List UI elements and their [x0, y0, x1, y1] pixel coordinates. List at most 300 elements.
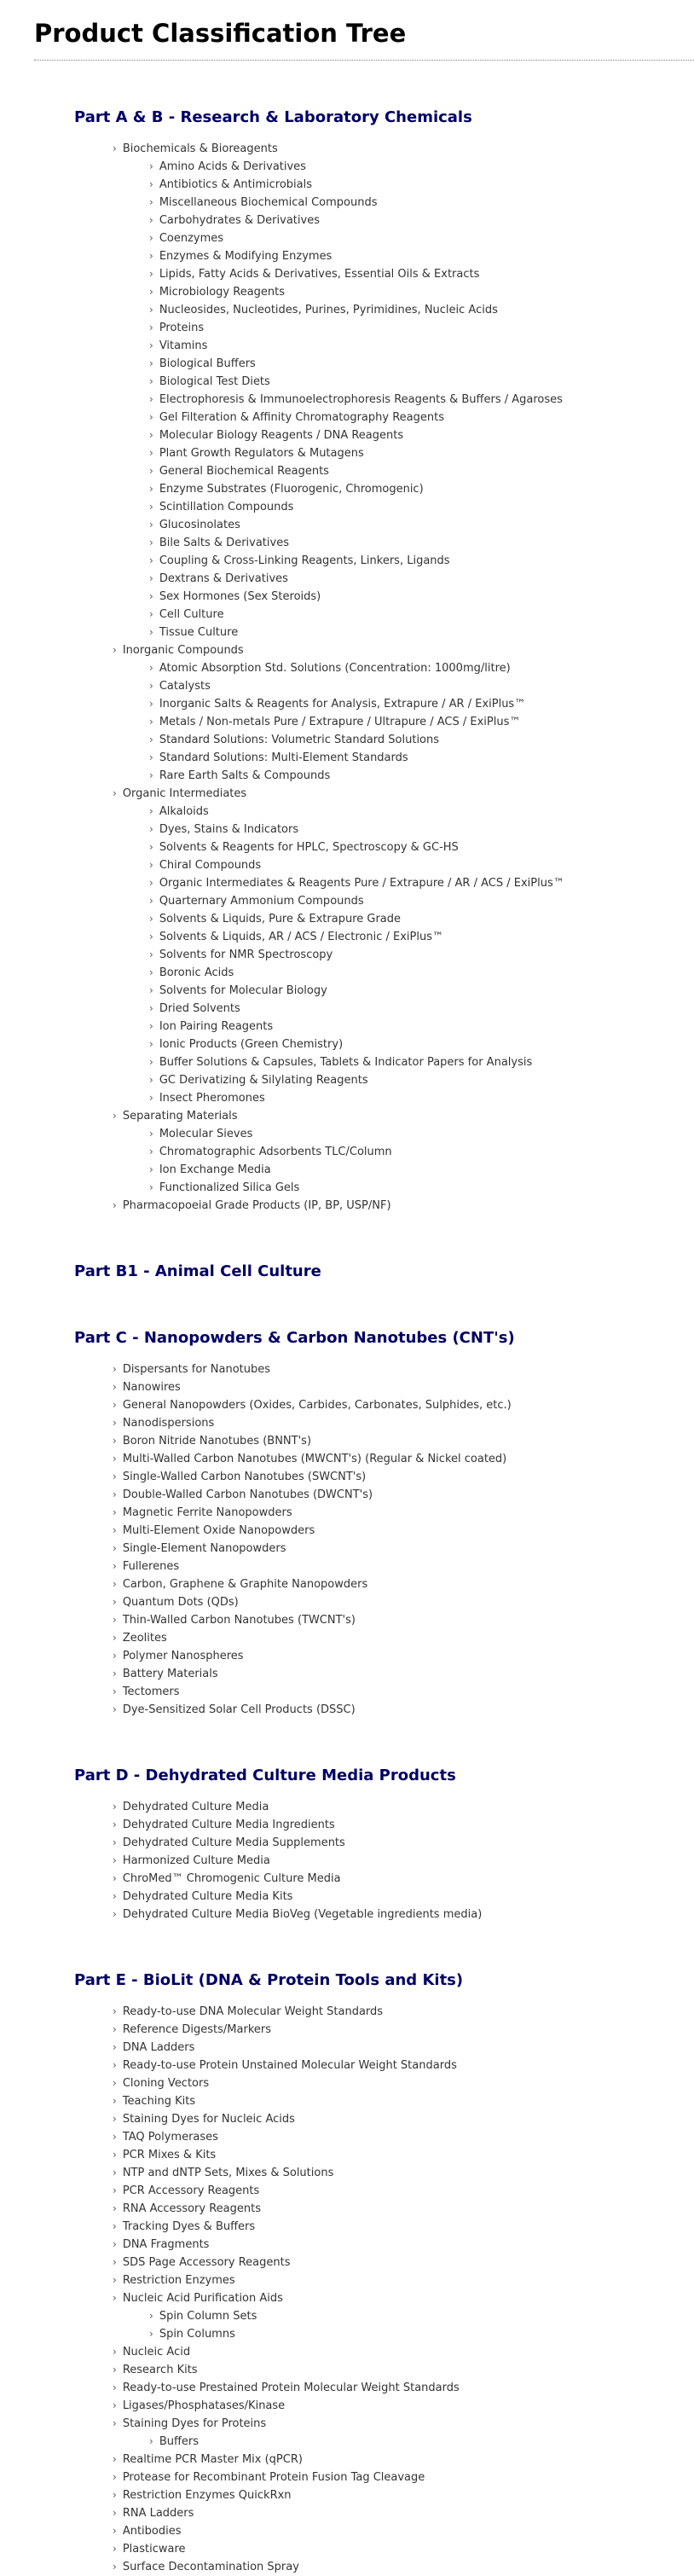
- classification-tree: [0, 108, 694, 2576]
- tree-item-label: PCR Mixes & Kits: [122, 2149, 217, 2161]
- chevron-right-icon: ›: [113, 2113, 117, 2125]
- tree-item: [113, 2146, 694, 2164]
- tree-item-label: Protease for Recombinant Protein Fusion Tag Cleavage: [122, 2471, 425, 2484]
- tree-item: [149, 1053, 694, 1071]
- chevron-right-icon: ›: [113, 2382, 117, 2393]
- tree-item-label: Plant Growth Regulators & Mutagens: [159, 447, 364, 460]
- tree-item-label: Ion Pairing Reagents: [159, 1020, 274, 1033]
- tree-item-label: Solvents & Reagents for HPLC, Spectroscopy & GC-HS: [159, 841, 459, 854]
- tree-item: [113, 1558, 694, 1575]
- chevron-right-icon: ›: [113, 1703, 117, 1715]
- tree-item-label: Spin Column Sets: [159, 2310, 257, 2323]
- chevron-right-icon: ›: [113, 1110, 117, 1122]
- tree-item-label: Buffer Solutions & Capsules, Tablets & Indicator Papers for Analysis: [159, 1056, 533, 1069]
- tree-item: [149, 158, 694, 176]
- section-heading: Part B1 - Animal Cell Culture: [74, 1262, 321, 1280]
- chevron-right-icon: ›: [149, 949, 153, 960]
- tree-item: [113, 1647, 694, 1665]
- tree-item: [149, 677, 694, 695]
- tree-item: [113, 140, 694, 158]
- tree-item: [149, 534, 694, 552]
- chevron-right-icon: ›: [149, 214, 153, 226]
- chevron-right-icon: ›: [113, 2417, 117, 2429]
- tree-item: [113, 2343, 694, 2361]
- chevron-right-icon: ›: [113, 1908, 117, 1920]
- tree-item-label: Quarternary Ammonium Compounds: [159, 895, 364, 908]
- tree-item: [149, 1071, 694, 1089]
- tree-item: [113, 1361, 694, 1378]
- chevron-right-icon: ›: [113, 1524, 117, 1536]
- tree-item-label: Plasticware: [122, 2543, 186, 2556]
- tree-item: [149, 176, 694, 194]
- tree-item-label: Ready-to-use Prestained Protein Molecular Weight Standards: [122, 2382, 460, 2394]
- tree-item-label: Multi-Element Oxide Nanopowders: [122, 1524, 315, 1537]
- tree-item: [149, 856, 694, 874]
- section-heading: Part A & B - Research & Laboratory Chemicals: [74, 108, 472, 126]
- chevron-right-icon: ›: [113, 1596, 117, 1608]
- chevron-right-icon: ›: [149, 1146, 153, 1157]
- tree-item-label: Carbohydrates & Derivatives: [159, 214, 320, 227]
- tree-item: [149, 749, 694, 767]
- chevron-right-icon: ›: [149, 501, 153, 513]
- tree-item-label: Tracking Dyes & Buffers: [122, 2220, 256, 2233]
- chevron-right-icon: ›: [149, 2435, 153, 2447]
- tree-item: [149, 355, 694, 373]
- chevron-right-icon: ›: [149, 196, 153, 208]
- section: [0, 1767, 694, 1923]
- tree-item-label: RNA Accessory Reagents: [122, 2202, 261, 2215]
- tree-item-label: Antibodies: [122, 2525, 182, 2538]
- tree-item: [113, 2504, 694, 2522]
- chevron-right-icon: ›: [149, 1163, 153, 1175]
- chevron-right-icon: ›: [149, 447, 153, 459]
- tree-item-label: Dried Solvents: [159, 1002, 240, 1015]
- tree-item: [113, 1432, 694, 1450]
- tree-item: [149, 212, 694, 229]
- chevron-right-icon: ›: [113, 1890, 117, 1902]
- chevron-right-icon: ›: [113, 1542, 117, 1554]
- chevron-right-icon: ›: [113, 2238, 117, 2250]
- tree-item-label: Tissue Culture: [159, 626, 239, 639]
- chevron-right-icon: ›: [113, 1668, 117, 1680]
- tree-item: [149, 2433, 694, 2451]
- tree-item: [149, 2307, 694, 2325]
- tree-item-label: Biochemicals & Bioreagents: [122, 142, 278, 155]
- section-item-list: [0, 140, 694, 1215]
- tree-item: [113, 1107, 694, 1125]
- tree-item: [113, 1575, 694, 1593]
- chevron-right-icon: ›: [149, 178, 153, 190]
- tree-item: [113, 1701, 694, 1719]
- chevron-right-icon: ›: [149, 608, 153, 620]
- chevron-right-icon: ›: [113, 2561, 117, 2573]
- tree-item-label: Solvents & Liquids, AR / ACS / Electronic / ExiPlus™: [159, 931, 443, 943]
- tree-item-label: Nanowires: [122, 1381, 181, 1394]
- chevron-right-icon: ›: [149, 734, 153, 746]
- tree-item: [113, 2074, 694, 2092]
- tree-item: [113, 1683, 694, 1701]
- tree-item: [113, 1486, 694, 1504]
- tree-item: [149, 928, 694, 946]
- tree-item: [149, 624, 694, 641]
- tree-item-label: Rare Earth Salts & Compounds: [159, 769, 331, 782]
- page-title: Product Classification Tree: [34, 19, 407, 48]
- chevron-right-icon: ›: [113, 1417, 117, 1429]
- tree-item: [149, 2325, 694, 2343]
- chevron-right-icon: ›: [149, 304, 153, 316]
- tree-item-label: Dehydrated Culture Media: [122, 1801, 269, 1813]
- section: [0, 1262, 694, 1281]
- tree-item-label: Functionalized Silica Gels: [159, 1181, 300, 1194]
- chevron-right-icon: ›: [113, 787, 117, 799]
- tree-item-label: Solvents & Liquids, Pure & Extrapure Grade: [159, 913, 402, 925]
- tree-item: [149, 319, 694, 337]
- tree-item: [149, 194, 694, 212]
- tree-item-label: Ion Exchange Media: [159, 1163, 271, 1176]
- tree-item-label: Amino Acids & Derivatives: [159, 160, 306, 173]
- tree-item: [149, 659, 694, 677]
- tree-item-label: Antibiotics & Antimicrobials: [159, 178, 312, 191]
- chevron-right-icon: ›: [113, 2399, 117, 2411]
- section: [0, 1971, 694, 2576]
- chevron-right-icon: ›: [113, 1453, 117, 1465]
- tree-item: [113, 1540, 694, 1558]
- chevron-right-icon: ›: [113, 1819, 117, 1830]
- tree-item: [149, 964, 694, 982]
- chevron-right-icon: ›: [113, 2543, 117, 2555]
- tree-item: [113, 1834, 694, 1852]
- tree-item-label: Cloning Vectors: [122, 2077, 210, 2090]
- chevron-right-icon: ›: [113, 1854, 117, 1866]
- tree-item: [113, 2057, 694, 2074]
- tree-item-label: ChroMed™ Chromogenic Culture Media: [122, 1872, 341, 1885]
- chevron-right-icon: ›: [113, 2095, 117, 2107]
- tree-item: [113, 2486, 694, 2504]
- chevron-right-icon: ›: [113, 2525, 117, 2537]
- chevron-right-icon: ›: [113, 2005, 117, 2017]
- chevron-right-icon: ›: [149, 698, 153, 710]
- chevron-right-icon: ›: [113, 1578, 117, 1590]
- tree-item: [113, 2092, 694, 2110]
- tree-item-label: Magnetic Ferrite Nanopowders: [122, 1506, 292, 1519]
- tree-item-label: Carbon, Graphene & Graphite Nanopowders: [122, 1578, 368, 1591]
- tree-item-label: Metals / Non-metals Pure / Extrapure / Ultrapure / ACS / ExiPlus™: [159, 716, 521, 728]
- tree-item: [113, 1852, 694, 1870]
- tree-item-label: GC Derivatizing & Silylating Reagents: [159, 1074, 368, 1087]
- tree-item-label: Dehydrated Culture Media BioVeg (Vegetable ingredients media): [122, 1908, 483, 1921]
- tree-item-label: Thin-Walled Carbon Nanotubes (TWCNT's): [122, 1614, 356, 1627]
- tree-item-label: Single-Walled Carbon Nanotubes (SWCNT's): [122, 1471, 367, 1483]
- chevron-right-icon: ›: [113, 1471, 117, 1482]
- chevron-right-icon: ›: [113, 1560, 117, 1572]
- chevron-right-icon: ›: [113, 1872, 117, 1884]
- chevron-right-icon: ›: [113, 2184, 117, 2196]
- tree-item-label: Reference Digests/Markers: [122, 2023, 272, 2036]
- tree-item: [113, 2182, 694, 2200]
- section-heading: Part D - Dehydrated Culture Media Products: [74, 1767, 456, 1784]
- chevron-right-icon: ›: [149, 572, 153, 584]
- tree-item: [113, 1798, 694, 1816]
- tree-item: [149, 606, 694, 624]
- tree-item: [113, 1593, 694, 1611]
- tree-item: [113, 2415, 694, 2433]
- chevron-right-icon: ›: [149, 339, 153, 351]
- tree-item: [113, 2164, 694, 2182]
- tree-item: [113, 2254, 694, 2271]
- tree-item: [113, 1468, 694, 1486]
- tree-item: [149, 409, 694, 426]
- chevron-right-icon: ›: [149, 841, 153, 853]
- tree-item: [113, 1888, 694, 1906]
- chevron-right-icon: ›: [149, 483, 153, 495]
- chevron-right-icon: ›: [113, 1488, 117, 1500]
- tree-item: [149, 247, 694, 265]
- tree-item: [113, 785, 694, 803]
- tree-item: [149, 874, 694, 892]
- chevron-right-icon: ›: [149, 2310, 153, 2322]
- chevron-right-icon: ›: [113, 2292, 117, 2304]
- tree-item: [113, 2200, 694, 2218]
- tree-item: [113, 1870, 694, 1888]
- tree-item: [149, 462, 694, 480]
- tree-item: [113, 2128, 694, 2146]
- tree-item-label: Nucleic Acid: [122, 2346, 191, 2358]
- tree-item: [149, 265, 694, 283]
- tree-item: [113, 1378, 694, 1396]
- chevron-right-icon: ›: [113, 1614, 117, 1626]
- tree-item-label: DNA Fragments: [122, 2238, 210, 2251]
- tree-item-label: Zeolites: [122, 1632, 167, 1645]
- chevron-right-icon: ›: [149, 268, 153, 280]
- chevron-right-icon: ›: [149, 966, 153, 978]
- tree-item-label: SDS Page Accessory Reagents: [122, 2256, 291, 2269]
- tree-item-label: Sex Hormones (Sex Steroids): [159, 590, 321, 603]
- chevron-right-icon: ›: [113, 2507, 117, 2519]
- chevron-right-icon: ›: [149, 662, 153, 674]
- tree-item-label: Pharmacopoeial Grade Products (IP, BP, USP/NF): [122, 1199, 391, 1212]
- tree-item-label: Dehydrated Culture Media Kits: [122, 1890, 293, 1903]
- chevron-right-icon: ›: [149, 357, 153, 369]
- tree-item-label: Nucleic Acid Purification Aids: [122, 2292, 283, 2305]
- chevron-right-icon: ›: [149, 160, 153, 172]
- tree-item-label: DNA Ladders: [122, 2041, 195, 2054]
- tree-item-label: Boronic Acids: [159, 966, 234, 979]
- tree-item-label: Chiral Compounds: [159, 859, 262, 872]
- chevron-right-icon: ›: [149, 751, 153, 763]
- chevron-right-icon: ›: [149, 322, 153, 334]
- tree-item-label: Staining Dyes for Nucleic Acids: [122, 2113, 295, 2126]
- tree-item: [149, 480, 694, 498]
- tree-item: [113, 1450, 694, 1468]
- tree-item-label: Lipids, Fatty Acids & Derivatives, Essential Oils & Extracts: [159, 268, 480, 281]
- tree-item: [113, 2039, 694, 2057]
- tree-item-label: Vitamins: [159, 339, 208, 352]
- chevron-right-icon: ›: [149, 375, 153, 387]
- chevron-right-icon: ›: [113, 1363, 117, 1375]
- tree-item-label: Enzyme Substrates (Fluorogenic, Chromogenic): [159, 483, 424, 496]
- tree-item-label: Restriction Enzymes: [122, 2274, 235, 2287]
- tree-item-label: Molecular Biology Reagents / DNA Reagents: [159, 429, 404, 442]
- tree-item-label: Nanodispersions: [122, 1417, 215, 1430]
- tree-item-label: Glucosinolates: [159, 519, 240, 531]
- chevron-right-icon: ›: [113, 2471, 117, 2483]
- tree-item: [113, 1522, 694, 1540]
- tree-item: [149, 1000, 694, 1018]
- chevron-right-icon: ›: [113, 1801, 117, 1813]
- section-item-list: [0, 2003, 694, 2576]
- tree-item-label: Inorganic Compounds: [122, 644, 244, 657]
- tree-item-label: Alkaloids: [159, 805, 209, 818]
- chevron-right-icon: ›: [113, 2274, 117, 2286]
- chevron-right-icon: ›: [113, 1381, 117, 1393]
- tree-item: [113, 2003, 694, 2021]
- tree-item: [113, 1414, 694, 1432]
- tree-item: [149, 892, 694, 910]
- tree-item: [149, 1179, 694, 1197]
- tree-item: [149, 838, 694, 856]
- chevron-right-icon: ›: [149, 680, 153, 692]
- tree-item: [113, 1629, 694, 1647]
- tree-item: [149, 767, 694, 785]
- tree-item: [113, 2558, 694, 2576]
- tree-item-label: Cell Culture: [159, 608, 224, 621]
- chevron-right-icon: ›: [149, 626, 153, 638]
- tree-item: [113, 1611, 694, 1629]
- tree-item: [149, 301, 694, 319]
- tree-item-label: Coupling & Cross-Linking Reagents, Linkers, Ligands: [159, 554, 450, 567]
- tree-item-label: Boron Nitride Nanotubes (BNNT's): [122, 1435, 312, 1448]
- tree-item: [149, 1161, 694, 1179]
- tree-item-label: Miscellaneous Biochemical Compounds: [159, 196, 378, 209]
- chevron-right-icon: ›: [113, 2077, 117, 2089]
- tree-item-label: Dispersants for Nanotubes: [122, 1363, 271, 1376]
- tree-item-label: Multi-Walled Carbon Nanotubes (MWCNT's) (Regular & Nickel coated): [122, 1453, 507, 1465]
- tree-item-label: Bile Salts & Derivatives: [159, 537, 289, 549]
- chevron-right-icon: ›: [113, 2220, 117, 2232]
- tree-item: [113, 2522, 694, 2540]
- tree-item-label: Inorganic Salts & Reagents for Analysis, Extrapure / AR / ExiPlus™: [159, 698, 526, 711]
- tree-item-label: Catalysts: [159, 680, 211, 693]
- tree-item-label: Atomic Absorption Std. Solutions (Concentration: 1000mg/litre): [159, 662, 511, 675]
- chevron-right-icon: ›: [149, 895, 153, 907]
- tree-item-label: Separating Materials: [122, 1110, 238, 1123]
- tree-item-label: Dyes, Stains & Indicators: [159, 823, 299, 836]
- chevron-right-icon: ›: [149, 554, 153, 566]
- chevron-right-icon: ›: [113, 1435, 117, 1447]
- tree-item-label: Standard Solutions: Volumetric Standard Solutions: [159, 734, 440, 746]
- tree-item-label: Biological Test Diets: [159, 375, 270, 388]
- tree-item-label: Restriction Enzymes QuickRxn: [122, 2489, 292, 2502]
- tree-item-label: Staining Dyes for Proteins: [122, 2417, 267, 2430]
- tree-item: [149, 695, 694, 713]
- tree-item: [113, 2397, 694, 2415]
- chevron-right-icon: ›: [149, 913, 153, 925]
- tree-item: [149, 570, 694, 588]
- tree-item: [149, 1143, 694, 1161]
- chevron-right-icon: ›: [113, 2131, 117, 2143]
- tree-item-label: Polymer Nanospheres: [122, 1650, 244, 1662]
- chevron-right-icon: ›: [149, 1128, 153, 1140]
- tree-item-label: Solvents for NMR Spectroscopy: [159, 949, 333, 961]
- tree-item: [113, 2021, 694, 2039]
- tree-item-label: Realtime PCR Master Mix (qPCR): [122, 2453, 303, 2466]
- tree-item: [149, 1036, 694, 1053]
- tree-item-label: Single-Element Nanopowders: [122, 1542, 286, 1555]
- tree-item: [149, 713, 694, 731]
- tree-item: [149, 803, 694, 821]
- tree-item: [113, 1816, 694, 1834]
- tree-item: [149, 821, 694, 838]
- chevron-right-icon: ›: [149, 465, 153, 477]
- tree-item: [149, 283, 694, 301]
- tree-item: [113, 1197, 694, 1215]
- tree-item: [113, 1906, 694, 1923]
- tree-item-label: Chromatographic Adsorbents TLC/Column: [159, 1146, 392, 1158]
- tree-item: [113, 1504, 694, 1522]
- tree-item: [113, 2271, 694, 2289]
- section-item-list: [0, 1361, 694, 1719]
- chevron-right-icon: ›: [113, 142, 117, 154]
- tree-item: [113, 2236, 694, 2254]
- chevron-right-icon: ›: [149, 286, 153, 298]
- tree-item-label: Standard Solutions: Multi-Element Standards: [159, 751, 408, 764]
- chevron-right-icon: ›: [113, 2202, 117, 2214]
- tree-item: [113, 2379, 694, 2397]
- tree-item-label: Quantum Dots (QDs): [122, 1596, 239, 1609]
- tree-item: [149, 982, 694, 1000]
- tree-item-label: PCR Accessory Reagents: [122, 2184, 260, 2197]
- chevron-right-icon: ›: [149, 1181, 153, 1193]
- title-divider: [34, 60, 694, 61]
- chevron-right-icon: ›: [149, 1092, 153, 1104]
- tree-item-label: Electrophoresis & Immunoelectrophoresis Reagents & Buffers / Agaroses: [159, 393, 563, 406]
- chevron-right-icon: ›: [113, 2489, 117, 2501]
- tree-item: [149, 229, 694, 247]
- tree-item: [113, 2451, 694, 2469]
- tree-item-label: Spin Columns: [159, 2328, 235, 2341]
- tree-item: [149, 946, 694, 964]
- chevron-right-icon: ›: [149, 590, 153, 602]
- chevron-right-icon: ›: [149, 1056, 153, 1068]
- tree-item: [149, 588, 694, 606]
- tree-item-label: Teaching Kits: [122, 2095, 196, 2108]
- tree-item-label: TAQ Polymerases: [122, 2131, 218, 2144]
- chevron-right-icon: ›: [149, 931, 153, 943]
- chevron-right-icon: ›: [149, 2328, 153, 2340]
- tree-item-label: General Nanopowders (Oxides, Carbides, Carbonates, Sulphides, etc.): [122, 1399, 512, 1412]
- tree-item: [149, 552, 694, 570]
- tree-item: [113, 2110, 694, 2128]
- tree-item-label: Fullerenes: [122, 1560, 180, 1573]
- tree-item-label: Buffers: [159, 2435, 200, 2448]
- tree-item: [149, 337, 694, 355]
- tree-item-label: Proteins: [159, 322, 205, 334]
- tree-item-label: Gel Filteration & Affinity Chromatography Reagents: [159, 411, 444, 424]
- chevron-right-icon: ›: [149, 1038, 153, 1050]
- tree-item: [149, 391, 694, 409]
- tree-item-label: Organic Intermediates & Reagents Pure / Extrapure / AR / ACS / ExiPlus™: [159, 877, 564, 890]
- chevron-right-icon: ›: [113, 1399, 117, 1411]
- tree-item: [113, 2540, 694, 2558]
- chevron-right-icon: ›: [113, 1650, 117, 1662]
- tree-item-label: Coenzymes: [159, 232, 224, 245]
- chevron-right-icon: ›: [113, 1199, 117, 1211]
- tree-item: [113, 2218, 694, 2236]
- chevron-right-icon: ›: [149, 805, 153, 817]
- tree-item-label: Ready-to-use DNA Molecular Weight Standards: [122, 2005, 384, 2018]
- tree-item-label: Solvents for Molecular Biology: [159, 984, 327, 997]
- chevron-right-icon: ›: [113, 1632, 117, 1644]
